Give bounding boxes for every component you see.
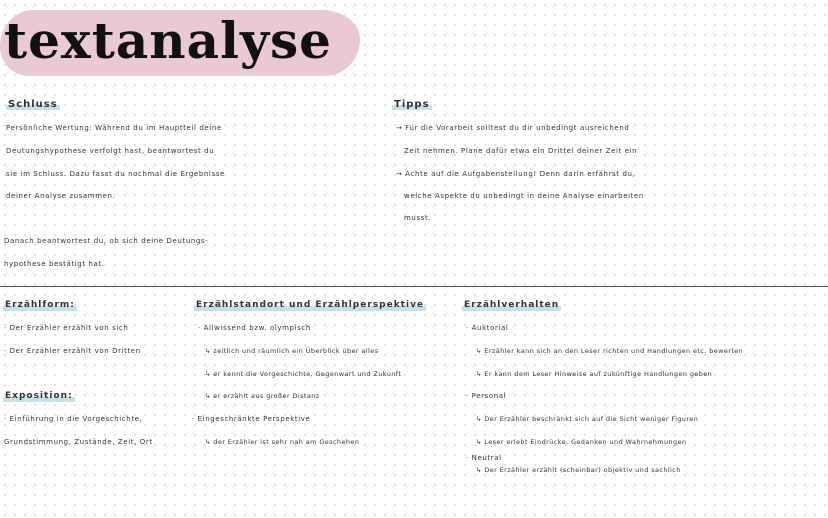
erzaehlverhalten-line: ↳ Erzähler kann sich an den Leser richten und Handlungen etc. bewerten (476, 347, 744, 355)
erzaehlstandort-line: · Eingeschränkte Perspektive (192, 415, 311, 423)
tipps-line: welche Aspekte du unbedingt in deine Analyse einarbeiten (404, 192, 644, 200)
schluss-line: Persönliche Wertung: Während du im Hauptteil deine (6, 124, 222, 132)
erzaehlverhalten-line: ↳ Der Erzähler erzählt (scheinbar) objektiv und sachlich (476, 466, 681, 474)
erzaehlstandort-heading: Erzählstandort und Erzählperspektive (196, 300, 425, 310)
erzaehlstandort-line: · Allwissend bzw. olympisch (198, 324, 311, 332)
schluss-line: Deutungshypothese verfolgt hast, beantwortest du (6, 147, 215, 155)
schluss-line: deiner Analyse zusammen. (6, 192, 116, 200)
erzaehlverhalten-line: · Personal (466, 392, 507, 400)
erzaehlform-heading: Erzählform: (5, 300, 75, 310)
schluss-heading: Schluss (8, 99, 58, 110)
schluss-line: sie im Schluss. Dazu fasst du nochmal die Ergebnisse (6, 170, 225, 178)
erzaehlform-line: · Der Erzähler erzählt von sich (4, 324, 129, 332)
page-title: textanalyse (4, 11, 332, 70)
erzaehlverhalten-line: · Neutral (466, 454, 502, 462)
tipps-line: → Achte auf die Aufgabenstellung! Denn darin erfährst du, (396, 170, 636, 178)
schluss-line: hypothese bestätigt hat. (4, 260, 105, 268)
tipps-heading: Tipps (394, 99, 430, 110)
section-divider (0, 286, 828, 287)
erzaehlstandort-line: ↳ zeitlich und räumlich ein Überblick über alles (205, 347, 379, 355)
erzaehlverhalten-line: · Auktorial (466, 324, 509, 332)
erzaehlstandort-line: ↳ er erzählt aus großer Distanz (205, 392, 320, 400)
tipps-line: musst. (404, 214, 432, 222)
erzaehlstandort-line: ↳ der Erzähler ist sehr nah am Geschehen (205, 438, 360, 446)
erzaehlform-line: · Der Erzähler erzählt von Dritten (4, 347, 141, 355)
tipps-line: → Für die Vorarbeit solltest du dir unbedingt ausreichend (396, 124, 630, 132)
tipps-line: Zeit nehmen. Plane dafür etwa ein Drittel deiner Zeit ein (404, 147, 638, 155)
erzaehlstandort-line: ↳ er kennt die Vorgeschichte, Gegenwart und Zukunft (205, 370, 402, 378)
exposition-line: Grundstimmung, Zustände, Zeit, Ort (4, 438, 153, 446)
erzaehlverhalten-line: ↳ Er kann dem Leser Hinweise auf zukünftige Handlungen geben (476, 370, 713, 378)
erzaehlverhalten-line: ↳ Der Erzähler beschränkt sich auf die Sicht weniger Figuren (476, 415, 699, 423)
schluss-line: Danach beantwortest du, ob sich deine Deutungs- (4, 237, 209, 245)
erzaehlverhalten-line: ↳ Leser erlebt Eindrücke, Gedanken und Wahrnehmungen (476, 438, 687, 446)
erzaehlverhalten-heading: Erzählverhalten (464, 300, 560, 310)
exposition-line: · Einführung in die Vorgeschichte, (4, 415, 143, 423)
exposition-heading: Exposition: (5, 391, 73, 401)
